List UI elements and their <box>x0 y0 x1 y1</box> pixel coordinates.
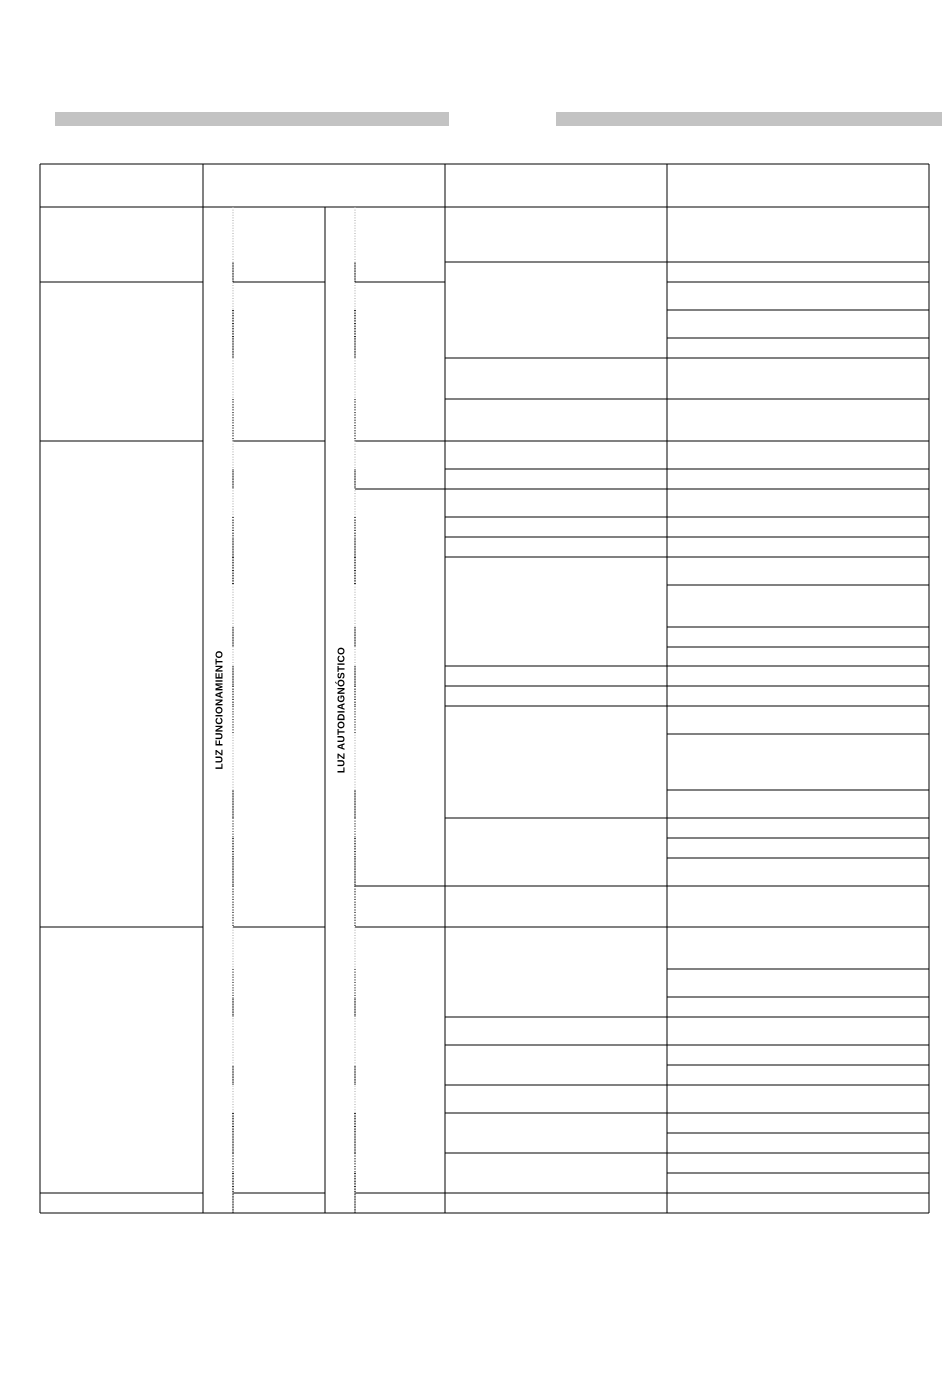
operation-light-label-text: LUZ FUNCIONAMIENTO <box>214 650 226 770</box>
operation-light-column-label <box>210 600 230 820</box>
self-diagnosis-light-label-text: LUZ AUTODIAGNÓSTICO <box>336 646 348 774</box>
self-diagnosis-light-column-label <box>332 600 352 820</box>
